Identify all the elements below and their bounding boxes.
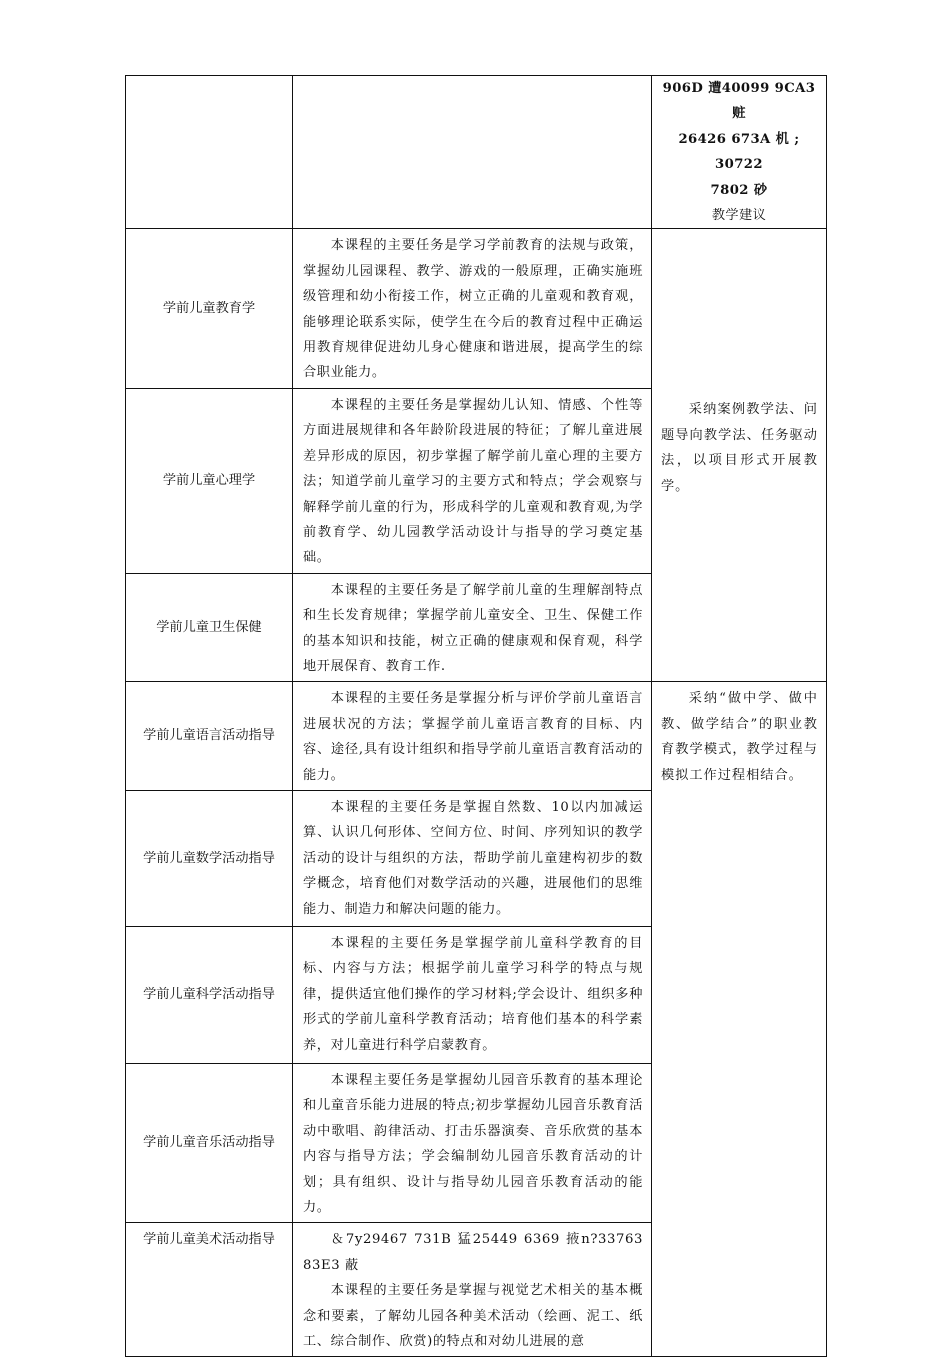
teaching-suggestion-cell — [652, 229, 827, 682]
empty-cell — [126, 76, 293, 229]
course-description: 本课程的主要任务是掌握学前儿童科学教育的目标、内容与方法；根据学前儿童学习科学的特点与规律，提供适宜他们操作的学习材料;学会设计、组织多种形式的学前儿童科学教育活动；培育他们基本的科学素养，对儿童进行科学启蒙教育。 — [303, 935, 643, 1053]
curriculum-table — [125, 75, 827, 1357]
course-name: 学前儿童音乐活动指导 — [126, 1063, 293, 1222]
header-note-line: 26426 673A 机 ; 30722 — [678, 131, 800, 173]
course-description-cell — [293, 229, 652, 388]
course-name: 学前儿童美术活动指导 — [126, 1223, 293, 1357]
course-name: 学前儿童语言活动指导 — [126, 682, 293, 791]
header-note-line: 906D 遭40099 9CA3 赃 — [662, 81, 816, 122]
course-description: 本课程的主要任务是掌握分析与评价学前儿童语言进展状况的方法；掌握学前儿童语言教育的目标、内容、途径,具有设计组织和指导学前儿童语言教育活动的能力。 — [303, 691, 643, 783]
course-name: 学前儿童卫生保健 — [126, 573, 293, 682]
course-description-cell — [293, 573, 652, 682]
spacer — [661, 233, 818, 397]
course-description: 本课程的主要任务是掌握与视觉艺术相关的基本概念和要素，了解幼儿园各种美术活动（绘画、泥工、纸工、综合制作、欣赏)的特点和对幼儿进展的意 — [303, 1283, 643, 1350]
course-description-cell — [293, 790, 652, 926]
teaching-suggestion: 采纳案例教学法、问题导向教学法、任务驱动法，以项目形式开展教学。 — [661, 402, 818, 494]
course-name: 学前儿童数学活动指导 — [126, 790, 293, 926]
teaching-suggestion: 采纳“做中学、做中教、做学结合”的职业教育教学模式，教学过程与模拟工作过程相结合。 — [661, 691, 818, 783]
table-row — [126, 229, 827, 388]
table-header-row — [126, 76, 827, 229]
teaching-suggestion-cell — [652, 682, 827, 1357]
course-description: 本课程的主要任务是了解学前儿童的生理解剖特点和生长发育规律；掌握学前儿童安全、卫生、保健工作的基本知识和技能，树立正确的健康观和保育观，科学地开展保育、教育工作. — [303, 582, 643, 674]
course-description-cell — [293, 1223, 652, 1357]
course-description: 本课程的主要任务是掌握幼儿认知、情感、个性等方面进展规律和各年龄阶段进展的特征；了解儿童进展差异形成的原因，初步掌握了解学前儿童心理的主要方法；知道学前儿童学习的主要方式和特点；学会观察与解释学前儿童的行为，形成科学的儿童观和教育观,为学前教育学、幼儿园教学活动设计与指导的学习奠定基础。 — [303, 397, 643, 566]
course-description: 本课程主要任务是掌握幼儿园音乐教育的基本理论和儿童音乐能力进展的特点;初步掌握幼儿园音乐教育活动中歌唱、韵律活动、打击乐器演奏、音乐欣赏的基本内容与指导方法；学会编制幼儿园音乐教育活动的计划；具有组织、设计与指导幼儿园音乐教育活动的能力。 — [303, 1072, 643, 1215]
teaching-suggestion-heading: 教学建议 — [711, 208, 767, 224]
header-note-cell — [652, 76, 827, 229]
course-description-cell — [293, 1063, 652, 1222]
course-code-line: ＆7y29467 731B 猛25449 6369 掖n?33763 83E3 蔽 — [303, 1232, 643, 1273]
course-description-cell — [293, 682, 652, 791]
course-description-cell — [293, 388, 652, 573]
course-name: 学前儿童教育学 — [126, 229, 293, 388]
course-name: 学前儿童心理学 — [126, 388, 293, 573]
table-row — [126, 682, 827, 791]
course-name: 学前儿童科学活动指导 — [126, 926, 293, 1063]
header-note-line: 7802 砂 — [710, 182, 768, 198]
course-description: 本课程的主要任务是掌握自然数、10以内加减运算、认识几何形体、空间方位、时间、序列知识的教学活动的设计与组织的方法，帮助学前儿童建构初步的数学概念，培育他们对数学活动的兴趣，进展他们的思维能力、制造力和解决问题的能力。 — [303, 799, 643, 917]
empty-cell — [293, 76, 652, 229]
course-description: 本课程的主要任务是学习学前教育的法规与政策，掌握幼儿园课程、教学、游戏的一般原理，正确实施班级管理和幼小衔接工作，树立正确的儿童观和教育观，能够理论联系实际，使学生在今后的教育过程中正确运用教育规律促进幼儿身心健康和谐进展，提高学生的综合职业能力。 — [303, 238, 643, 381]
course-description-cell — [293, 926, 652, 1063]
